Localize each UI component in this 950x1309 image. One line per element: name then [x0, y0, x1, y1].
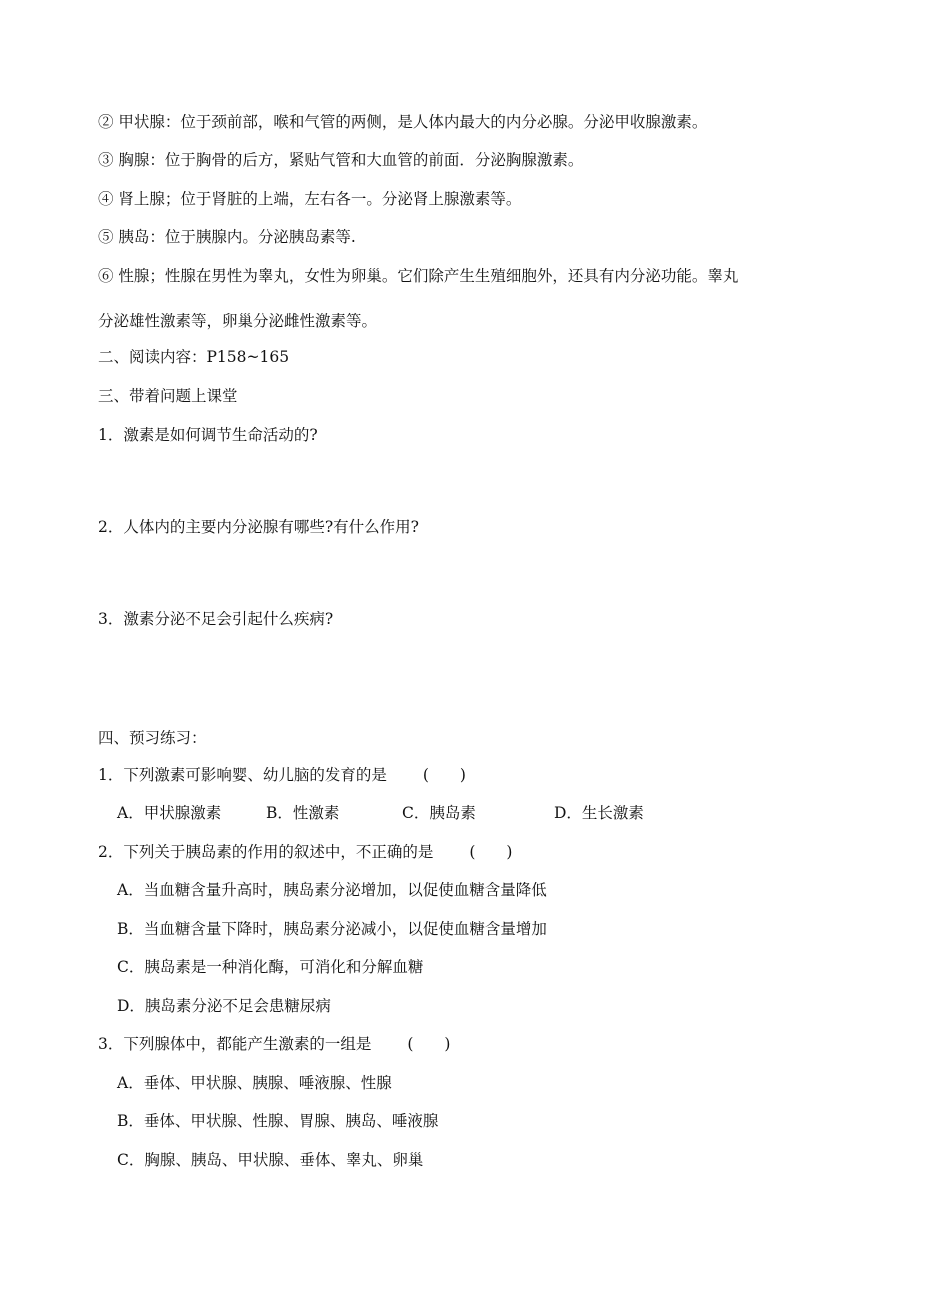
class-question-2: 2．人体内的主要内分泌腺有哪些?有什么作用?: [98, 518, 419, 536]
option-b: B．垂体、甲状腺、性腺、胃腺、胰岛、唾液腺: [117, 1112, 439, 1130]
answer-blank: ( ): [422, 766, 466, 784]
option-a: A．垂体、甲状腺、胰腺、唾液腺、性腺: [117, 1074, 392, 1092]
option-d: D．生长激素: [554, 804, 644, 822]
option-c: C．胸腺、胰岛、甲状腺、垂体、睾丸、卵巢: [117, 1151, 424, 1169]
class-question-1: 1．激素是如何调节生命活动的?: [98, 426, 318, 444]
option-b: B．性激素: [266, 804, 340, 822]
option-c: C．胰岛素是一种消化酶，可消化和分解血糖: [117, 958, 424, 976]
thyroid-paragraph: ② 甲状腺：位于颈前部，喉和气管的两侧，是人体内最大的内分必腺。分泌甲收腺激素。: [98, 113, 708, 131]
question-stem: 3．下列腺体中，都能产生激素的一组是: [98, 1035, 372, 1053]
class-question-3: 3．激素分泌不足会引起什么疾病?: [98, 610, 334, 628]
practice-question-3: [98, 1033, 450, 1055]
practice-question-1: [98, 764, 466, 786]
option-a: A．当血糖含量升高时，胰岛素分泌增加，以促使血糖含量降低: [117, 881, 547, 899]
practice-question-2: [98, 841, 512, 863]
option-a: A．甲状腺激素: [117, 804, 222, 822]
thymus-paragraph: ③ 胸腺：位于胸骨的后方，紧贴气管和大血管的前面．分泌胸腺激素。: [98, 151, 584, 169]
option-b: B．当血糖含量下降时，胰岛素分泌减小，以促使血糖含量增加: [117, 920, 547, 938]
answer-blank: ( ): [469, 843, 513, 861]
section-reading: 二、阅读内容：P158~165: [98, 348, 290, 366]
gonad-paragraph-line2: 分泌雄性激素等，卵巢分泌雌性激素等。: [98, 312, 378, 330]
islets-paragraph: ⑤ 胰岛：位于胰腺内。分泌胰岛素等.: [98, 228, 356, 246]
section-questions-heading: 三、带着问题上课堂: [98, 387, 238, 405]
gonad-paragraph-line1: ⑥ 性腺；性腺在男性为睾丸，女性为卵巢。它们除产生生殖细胞外，还具有内分泌功能。睾丸: [98, 267, 739, 285]
answer-blank: ( ): [407, 1035, 451, 1053]
question-stem: 2．下列关于胰岛素的作用的叙述中，不正确的是: [98, 843, 434, 861]
adrenal-paragraph: ④ 肾上腺；位于肾脏的上端，左右各一。分泌肾上腺激素等。: [98, 190, 522, 208]
option-d: D．胰岛素分泌不足会患糖尿病: [117, 997, 331, 1015]
question-stem: 1．下列激素可影响婴、幼儿脑的发育的是: [98, 766, 387, 784]
option-c: C．胰岛素: [402, 804, 476, 822]
section-practice-heading: 四、预习练习：: [98, 729, 207, 747]
